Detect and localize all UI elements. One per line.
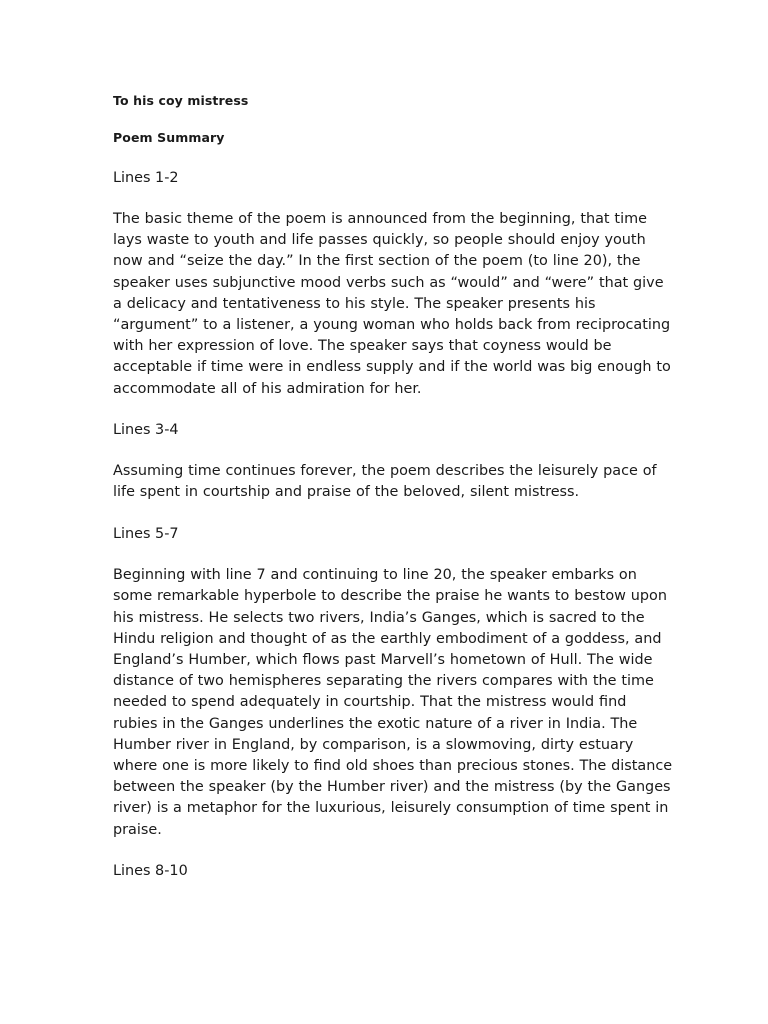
document-body xyxy=(113,92,673,902)
section-paragraph-lines-3-4: Assuming time continues forever, the poem describes the leisurely pace of life spent in courtship and praise of the beloved, silent mistress. xyxy=(113,462,657,501)
section-paragraph-lines-1-2: The basic theme of the poem is announced from the beginning, that time lays waste to youth and life passes quickly, so people should enjoy youth now and “seize the day.” In the first section of the poem (to line 20), the speaker uses subjunctive mood verbs such as “would” and “were” that give a delicacy and tentativeness to his style. The speaker presents his “argument” to a listener, a young woman who holds back from reciprocating with her expression of love. The speaker says that coyness would be acceptable if time were in endless supply and if the world was big enough to accommodate all of his admiration for her. xyxy=(113,211,671,397)
section-paragraph-lines-5-7: Beginning with line 7 and continuing to line 20, the speaker embarks on some remarkable hyperbole to describe the praise he wants to bestow upon his mistress. He selects two rivers, India’s Ganges, which is sacred to the Hindu religion and thought of as the earthly embodiment of a goddess, and England’s Humber, which flows past Marvell’s hometown of Hull. The wide distance of two hemispheres separating the rivers compares with the time needed to spend adequately in courtship. That the mistress would find rubies in the Ganges underlines the exotic nature of a river in India. The Humber river in England, by comparison, is a slowmoving, dirty estuary where one is more likely to find old shoes than precious stones. The distance between the speaker (by the Humber river) and the mistress (by the Ganges river) is a metaphor for the luxurious, leisurely consumption of time spent in praise. xyxy=(113,567,673,838)
section-heading-lines-3-4: Lines 3-4 xyxy=(113,421,179,438)
section-heading-lines-5-7: Lines 5-7 xyxy=(113,526,179,543)
document-title: To his coy mistress xyxy=(113,93,249,108)
document-subtitle: Poem Summary xyxy=(113,130,225,145)
section-heading-lines-8-10: Lines 8-10 xyxy=(113,862,188,879)
section-heading-lines-1-2: Lines 1-2 xyxy=(113,170,179,186)
